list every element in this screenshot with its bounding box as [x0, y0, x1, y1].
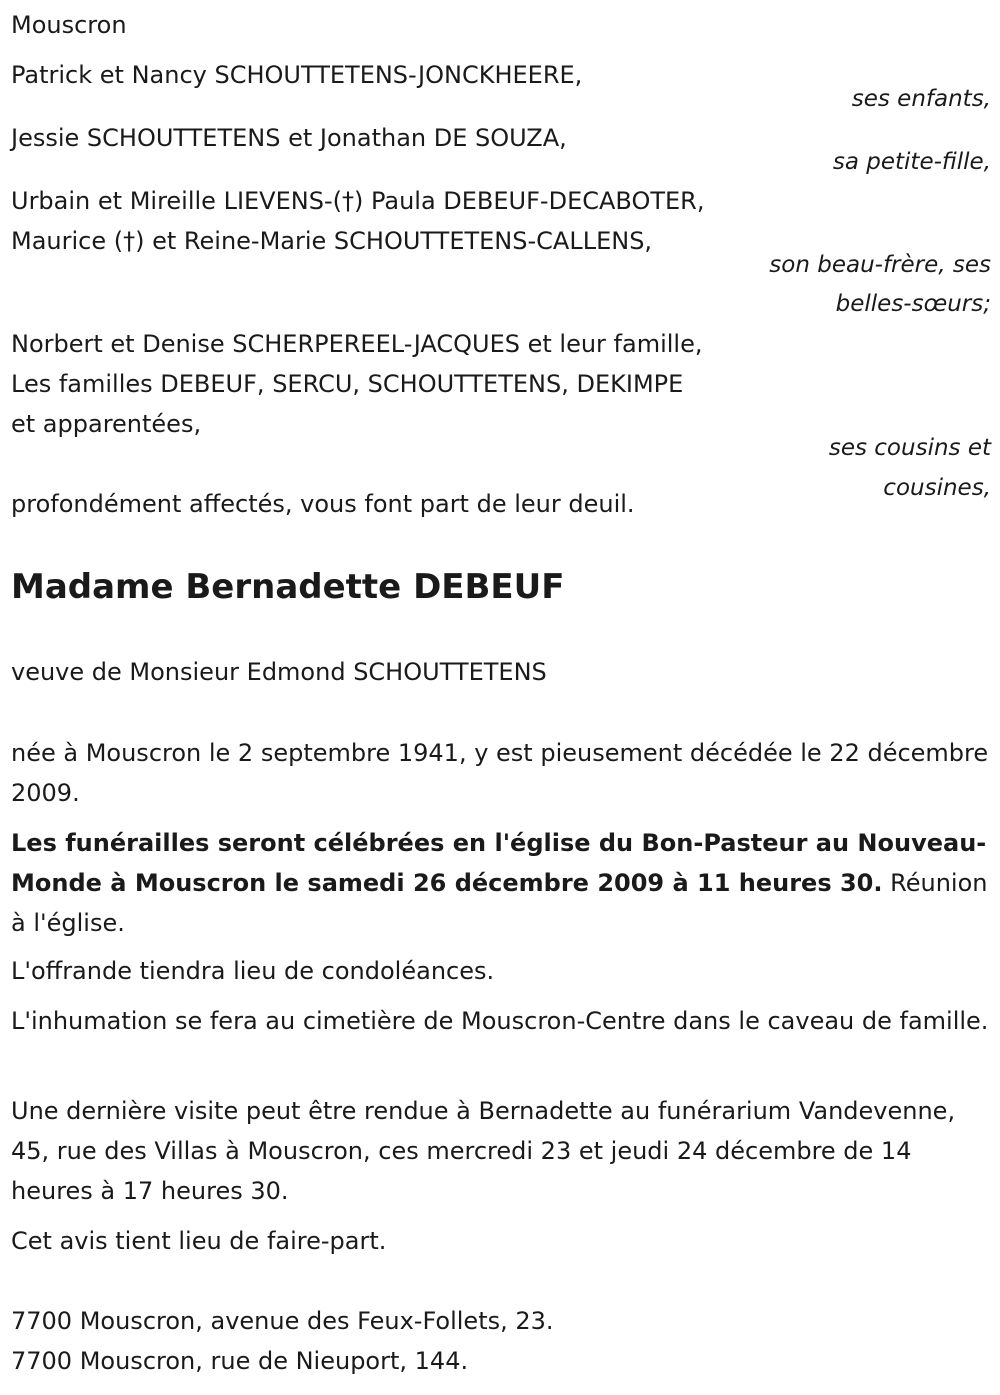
relation-inlaws-line-1: son beau-frère, ses [769, 252, 991, 278]
funeral-details: Les funérailles seront célébrées en l'église du Bon-Pasteur au Nouveau-Monde à Mouscron le samedi 26 décembre 2009 à 11 heures 30. [11, 829, 987, 897]
relation-granddaughter: sa petite-fille, [832, 149, 991, 175]
announcement-text: profondément affectés, vous font part de leur deuil. [11, 490, 635, 518]
address-1: 7700 Mouscron, avenue des Feux-Follets, 23. [11, 1307, 554, 1335]
deceased-name: Madame Bernadette DEBEUF [11, 567, 565, 607]
offering-text: L'offrande tiendra lieu de condoléances. [11, 957, 495, 985]
relation-inlaws-line-2: belles-sœurs; [835, 291, 991, 317]
family-cousins-line-2: Les familles DEBEUF, SERCU, SCHOUTTETENS, DEKIMPE [11, 370, 684, 398]
address-2: 7700 Mouscron, rue de Nieuport, 144. [11, 1347, 469, 1375]
city-header: Mouscron [11, 11, 127, 39]
relation-cousins-line-2: cousines, [883, 475, 991, 501]
family-cousins-line-1: Norbert et Denise SCHERPEREEL-JACQUES et leur famille, [11, 330, 703, 358]
relation-children: ses enfants, [851, 86, 991, 112]
birth-death-text: née à Mouscron le 2 septembre 1941, y est pieusement décédée le 22 décembre 2009. [11, 739, 989, 807]
visit-text: Une dernière visite peut être rendue à Bernadette au funérarium Vandevenne, 45, rue des Villas à Mouscron, ces mercredi 23 et jeudi 24 décembre de 14 heures à 17 heures 30. [11, 1097, 956, 1205]
family-granddaughter-names: Jessie SCHOUTTETENS et Jonathan DE SOUZA, [11, 124, 567, 152]
notice-text: Cet avis tient lieu de faire-part. [11, 1227, 387, 1255]
family-inlaws-line-2: Maurice (†) et Reine-Marie SCHOUTTETENS-CALLENS, [11, 227, 653, 255]
family-cousins-line-3: et apparentées, [11, 410, 202, 438]
relation-cousins-line-1: ses cousins et [828, 435, 991, 461]
funeral-meeting: Réunion à l'église. [11, 869, 988, 937]
widow-of: veuve de Monsieur Edmond SCHOUTTETENS [11, 658, 547, 686]
family-children-names: Patrick et Nancy SCHOUTTETENS-JONCKHEERE, [11, 61, 583, 89]
family-inlaws-line-1: Urbain et Mireille LIEVENS-(†) Paula DEBEUF-DECABOTER, [11, 187, 705, 215]
funeral-paragraph [11, 823, 991, 943]
burial-text: L'inhumation se fera au cimetière de Mouscron-Centre dans le caveau de famille. [11, 1007, 989, 1035]
